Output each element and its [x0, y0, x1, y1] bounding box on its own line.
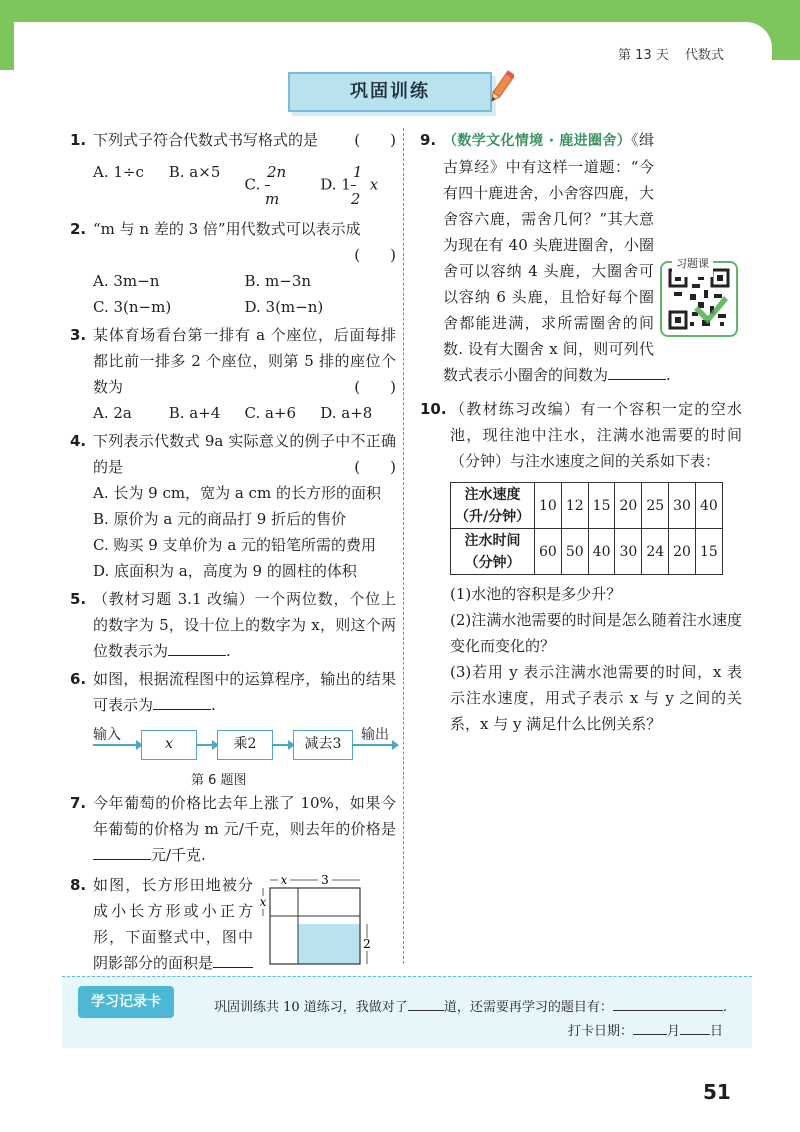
table-cell: 20 — [615, 483, 642, 529]
question-text: （教材习题 3.1 改编）一个两位数，个位上的数字为 5，设十位上的数字为 x，则这个两位数表示为 — [93, 590, 396, 660]
table-header: 注水速度（升/分钟） — [451, 483, 535, 529]
option-c: C. 购买 9 支单价为 a 元的铅笔所需的费用 — [93, 536, 377, 554]
options — [93, 400, 396, 426]
option-a: A. 3m−n — [93, 272, 160, 290]
data-table — [450, 482, 723, 575]
table-cell: 20 — [669, 529, 696, 575]
answer-blank[interactable] — [153, 692, 211, 710]
option-d: D. a+8 — [320, 404, 373, 422]
question-4 — [70, 428, 396, 584]
table-header: 注水时间（分钟） — [451, 529, 535, 575]
dim-right-2: 2 — [363, 937, 371, 951]
option-b: B. 原价为 a 元的商品打 9 折后的售价 — [93, 510, 347, 528]
question-number: 6. — [70, 670, 87, 688]
question-text: （教材练习改编）有一个容积一定的空水池，现往池中注水，注满水池需要的时间（分钟）与注水速度之间的关系如下表： — [450, 400, 742, 470]
question-7 — [70, 790, 396, 868]
month-blank[interactable] — [633, 1021, 667, 1035]
table-cell: 10 — [535, 483, 562, 529]
question-end: . — [666, 366, 671, 384]
right-column — [420, 127, 742, 739]
table-row — [451, 483, 723, 529]
record-text: 月 — [667, 1024, 681, 1039]
question-tag: （数学文化情境 · 鹿进圈舍） — [443, 133, 632, 149]
question-text: 如图，根据流程图中的运算程序，输出的结果可表示为 — [93, 670, 396, 714]
qr-code-icon — [668, 268, 730, 330]
flowchart — [93, 722, 396, 788]
option-c: C. a+6 — [244, 404, 297, 422]
question-text: 如图，长方形田地被分成小长方形或小正方形，下面整式中，图中阴影部分的面积是 — [93, 876, 253, 972]
section-title: 巩固训练 — [288, 72, 492, 112]
review-topics-blank[interactable] — [613, 997, 723, 1011]
answer-blank[interactable] — [608, 362, 666, 380]
fraction: $\frac{2n}{m}$ — [265, 159, 284, 212]
question-number: 10. — [420, 400, 447, 418]
table-cell: 50 — [561, 529, 588, 575]
table-cell: 40 — [588, 529, 615, 575]
header-topic: 代数式 — [684, 48, 724, 63]
answer-blank[interactable] — [93, 842, 151, 860]
answer-paren: ( ) — [354, 458, 396, 476]
flow-input-label: 输入 — [93, 727, 121, 743]
record-text: . — [722, 1000, 727, 1015]
dim-top-x: x — [280, 873, 288, 887]
flow-box-subtract: 减去3 — [293, 730, 353, 760]
options — [93, 268, 396, 320]
option-a: A. 1÷c — [93, 163, 144, 181]
question-text: 下列表示代数式 9a 实际意义的例子中不正确的是 — [93, 432, 396, 476]
question-6 — [70, 666, 396, 788]
day-blank[interactable] — [680, 1021, 710, 1035]
question-text: 某体育场看台第一排有 a 个座位，后面每排都比前一排多 2 个座位，则第 5 排的座位个数为 — [93, 326, 396, 396]
question-text: 今年葡萄的价格比去年上涨了 10%，如果今年葡萄的价格为 m 元/千克，则去年的价格是 — [93, 794, 396, 838]
question-number: 4. — [70, 432, 87, 450]
question-end: . — [226, 642, 231, 660]
table-cell: 15 — [588, 483, 615, 529]
figure-caption: 第 6 题图 — [191, 773, 247, 788]
option-a: A. 2a — [93, 404, 132, 422]
record-line-2 — [568, 1020, 723, 1039]
question-number: 7. — [70, 794, 87, 812]
shaded-region — [298, 924, 360, 964]
question-number: 8. — [70, 876, 87, 894]
question-number: 9. — [420, 131, 437, 149]
question-9 — [420, 127, 742, 388]
qr-code-card[interactable] — [660, 255, 742, 341]
record-text: 巩固训练共 10 道练习，我做对了 — [214, 1000, 408, 1015]
question-text: 下列式子符合代数式书写格式的是 — [93, 131, 319, 149]
page-number: 51 — [703, 1080, 731, 1104]
answer-paren: ( ) — [354, 378, 396, 396]
study-record-label: 学习记录卡 — [78, 986, 174, 1018]
table-cell: 40 — [695, 483, 722, 529]
table-row — [451, 529, 723, 575]
question-3 — [70, 322, 396, 426]
question-5 — [70, 586, 396, 664]
table-cell: 30 — [615, 529, 642, 575]
record-text: 打卡日期： — [568, 1024, 634, 1039]
answer-blank[interactable] — [213, 950, 253, 968]
option-c: C. $\frac{2n}{m}$ — [245, 159, 321, 212]
table-cell: 30 — [669, 483, 696, 529]
dim-left-x: x — [260, 895, 267, 909]
flow-arrow — [93, 744, 141, 746]
question-number: 2. — [70, 220, 87, 238]
answer-paren: ( ) — [354, 246, 396, 264]
answer-blank[interactable] — [168, 638, 226, 656]
flow-output-label: 输出 — [361, 727, 389, 743]
options — [93, 159, 396, 212]
answer-paren: ( ) — [354, 131, 396, 149]
flow-arrow — [273, 744, 293, 746]
correct-count-blank[interactable] — [408, 997, 444, 1011]
header-day: 第 13 天 — [618, 48, 669, 63]
option-b: B. a×5 — [168, 163, 221, 181]
sub-question-3: (3)若用 y 表示注满水池需要的时间，x 表示注水速度，用式子表示 x 与 y 之间的关系，x 与 y 满足什么比例关系？ — [450, 663, 742, 733]
sub-question-2: (2)注满水池需要的时间是怎么随着注水速度变化而变化的？ — [450, 611, 742, 655]
sub-question-1: (1)水池的容积是多少升？ — [450, 585, 622, 603]
flow-box-x: x — [141, 730, 197, 760]
option-d: D. 1 $\frac{1}{2}$ x — [320, 159, 396, 212]
qr-label: 习题课 — [672, 251, 713, 277]
record-text: 道，还需要再学习的题目有： — [443, 1000, 613, 1015]
option-d: D. 底面积为 a，高度为 9 的圆柱的体积 — [93, 562, 357, 580]
table-cell: 60 — [535, 529, 562, 575]
left-column — [70, 127, 396, 1014]
dim-top-3: 3 — [321, 873, 329, 887]
option-c: C. 3(n−m) — [93, 298, 172, 316]
question-number: 5. — [70, 590, 87, 608]
option-d: D. 3(m−n) — [244, 298, 324, 316]
table-cell: 25 — [642, 483, 669, 529]
question-end: . — [211, 696, 216, 714]
table-cell: 24 — [642, 529, 669, 575]
running-header — [606, 44, 724, 63]
flow-arrow — [197, 744, 217, 746]
question-number: 3. — [70, 326, 87, 344]
right-edge-strip — [772, 60, 800, 1132]
question-1 — [70, 127, 396, 212]
rectangle-field-figure — [260, 872, 372, 976]
question-2 — [70, 216, 396, 320]
record-text: 日 — [710, 1024, 724, 1039]
fraction: $\frac{1}{2}$ — [351, 159, 370, 212]
pencil-icon — [488, 68, 514, 108]
option-b: B. m−3n — [244, 272, 312, 290]
flow-box-multiply: 乘2 — [217, 730, 273, 760]
option-a: A. 长为 9 cm，宽为 a cm 的长方形的面积 — [93, 484, 381, 502]
question-number: 1. — [70, 131, 87, 149]
question-end: 元/千克. — [151, 846, 206, 864]
option-b: B. a+4 — [168, 404, 221, 422]
table-cell: 15 — [695, 529, 722, 575]
record-line-1 — [214, 996, 727, 1015]
question-10 — [420, 396, 742, 737]
question-text: 《缉古算经》中有这样一道题：“今有四十鹿进舍，小舍容四鹿，大舍容六鹿，需舍几何？”其大意为现在有 40 头鹿进圈舍，小圈舍可以容纳 4 头鹿，大圈舍可以容纳 6 头鹿，且恰好每个圈舍都能进满，求所需圈舍的间数. 设有大圈舍 x 间，则可列代数式表示小圈舍的间数为 — [443, 131, 654, 384]
column-divider — [403, 128, 404, 964]
question-text: “m 与 n 差的 3 倍”用代数式可以表示成 — [93, 220, 361, 238]
table-cell: 12 — [561, 483, 588, 529]
